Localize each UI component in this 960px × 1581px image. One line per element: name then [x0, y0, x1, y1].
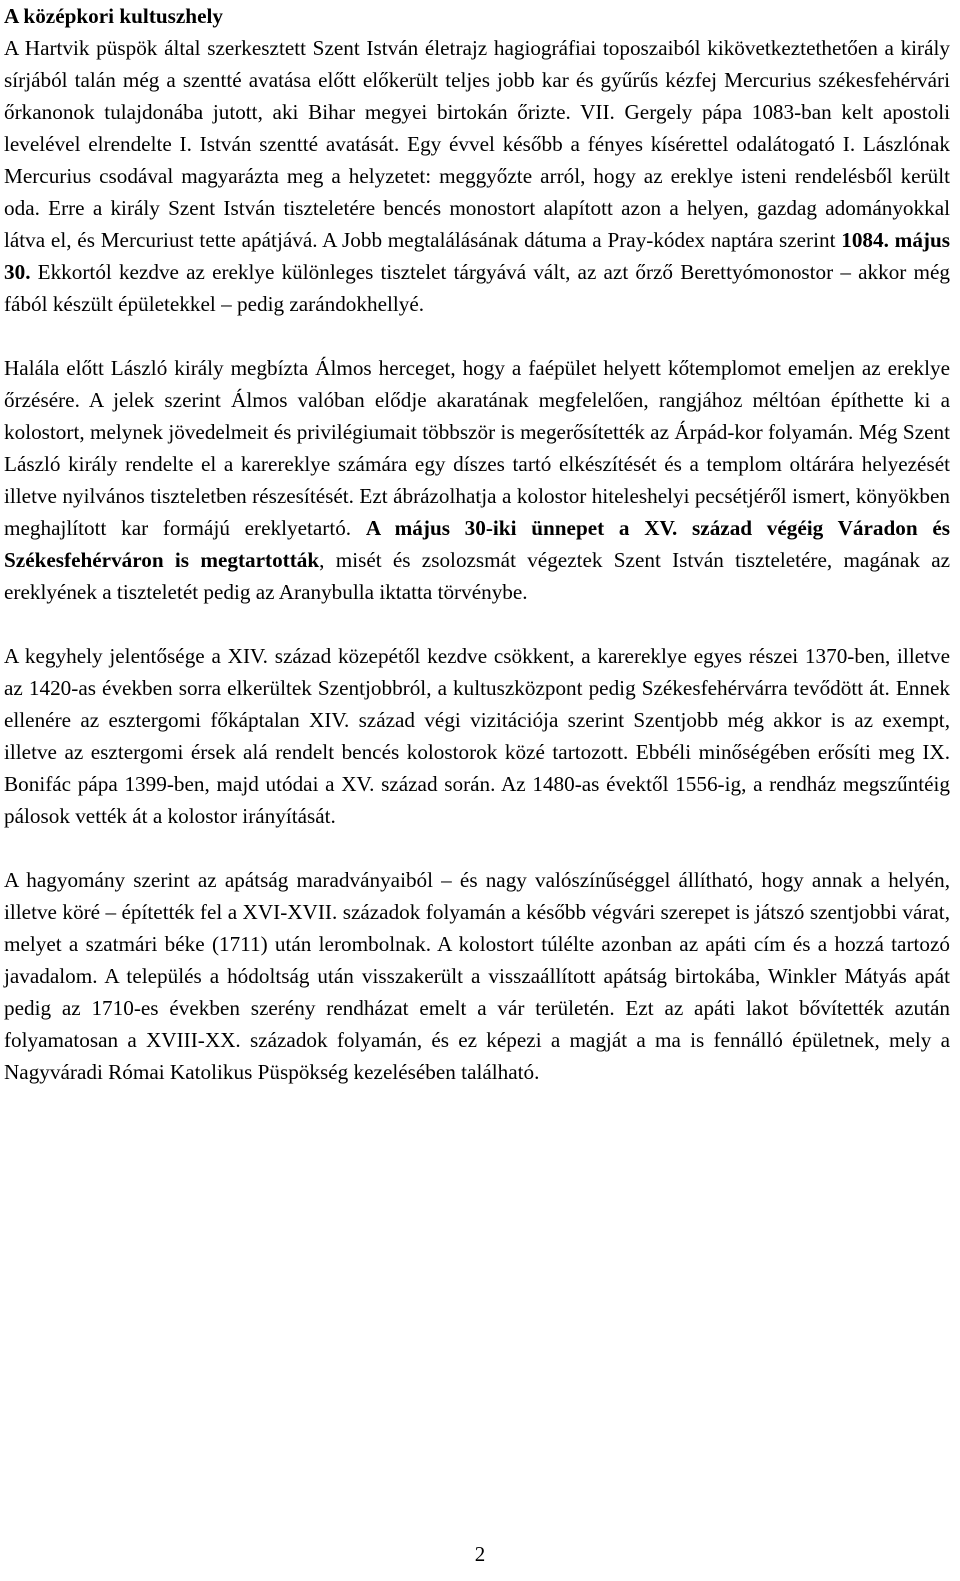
paragraph-1-text-b: Ekkortól kezdve az ereklye különleges tisztelet tárgyává vált, az azt őrző Berettyómonostor – akkor még fából készült épületekkel – pedig zarándokhellyé.	[4, 260, 950, 316]
paragraph-1-text-a: A Hartvik püspök által szerkesztett Szent István életrajz hagiográfiai toposzaiból kikövetkeztethetően a király sírjából talán még a szentté avatása előtt előkerült teljes jobb kar és gyűrűs kézfej Mercurius székesfehérvári őrkanonok tulajdonába jutott, aki Bihar megyei birtokán őrizte. VII. Gergely pápa 1083-ban kelt apostoli levelével elrendelte I. István szentté avatását. Egy évvel később a fényes kísérettel odalátogató I. Lászlónak Mercurius csodával magyarázta meg a helyzetet: meggyőzte arról, hogy az ereklye isteni rendelésből került oda. Erre a király Szent István tiszteletére bencés monostort alapított azon a helyen, gazdag adományokkal látva el, és Mercuriust tette apátjává. A Jobb megtalálásának dátuma a Pray-kódex naptára szerint	[4, 36, 950, 252]
paragraph-1-date-bold: 1084. május 30.	[4, 228, 950, 284]
page-number: 2	[474, 1542, 486, 1566]
paragraph-spacer	[4, 320, 950, 352]
section-heading: A középkori kultuszhely	[4, 4, 223, 28]
paragraph-4: A hagyomány szerint az apátság maradványaiból – és nagy valószínűséggel állítható, hogy annak a helyén, illetve köré – építették fel a XVI-XVII. századok folyamán a később végvári szerepet is játszó szentjobbi várat, melyet a szatmári béke (1711) után lerombolnak. A kolostort túlélte azonban az apáti cím és a hozzá tartozó javadalom. A település a hódoltság után visszakerült a visszaállított apátság birtokába, Winkler Mátyás apát pedig az 1710-es években szerény rendházat emelt a vár területén. Ezt az apáti lakot bővítették azután folyamatosan a XVIII-XX. századok folyamán, és ez képezi a magját a ma is fennálló épületnek, mely a Nagyváradi Római Katolikus Püspökség kezelésében található.	[4, 868, 950, 1084]
paragraph-3: A kegyhely jelentősége a XIV. század közepétől kezdve csökkent, a karereklye egyes részei 1370-ben, illetve az 1420-as években sorra elkerültek Szentjobbról, a kultuszközpont pedig Székesfehérvárra tevődött át. Ennek ellenére az esztergomi főkáptalan XIV. század végi vizitációja szerint Szentjobb még akkor is az exempt, illetve az esztergomi érsek alá rendelt bencés kolostorok közé tartozott. Ebbéli minőségében erősíti meg IX. Bonifác pápa 1399-ben, majd utódai a XV. század során. Az 1480-as évektől 1556-ig, a rendház megszűntéig pálosok vették át a kolostor irányítását.	[4, 644, 950, 828]
paragraph-2	[4, 352, 950, 608]
paragraph-spacer	[4, 608, 950, 640]
paragraph-spacer	[4, 832, 950, 864]
paragraph-1	[4, 32, 950, 320]
paragraph-2-text-b: , misét és zsolozsmát végeztek Szent István tiszteletére, magának az ereklyének a tiszteletét pedig az Aranybulla iktatta törvénybe.	[4, 548, 950, 604]
paragraph-2-text-a: Halála előtt László király megbízta Álmos herceget, hogy a faépület helyett kőtemplomot emeljen az ereklye őrzésére. A jelek szerint Álmos valóban elődje akaratának megfelelően, rangjához méltóan építhette ki a kolostort, melynek jövedelmeit és privilégiumait többször is megerősítették az Árpád-kor folyamán. Még Szent László király rendelte el a karereklye számára egy díszes tartó elkészítését és a templom oltárára helyezését illetve nyilvános tiszteletben részesítését. Ezt ábrázolhatja a kolostor hiteleshelyi pecsétjéről ismert, könyökben meghajlított kar formájú ereklyetartó.	[4, 356, 950, 540]
paragraph-2-bold-phrase: A május 30-iki ünnepet a XV. század végéig Váradon és Székesfehérváron is megtartották	[4, 516, 950, 572]
